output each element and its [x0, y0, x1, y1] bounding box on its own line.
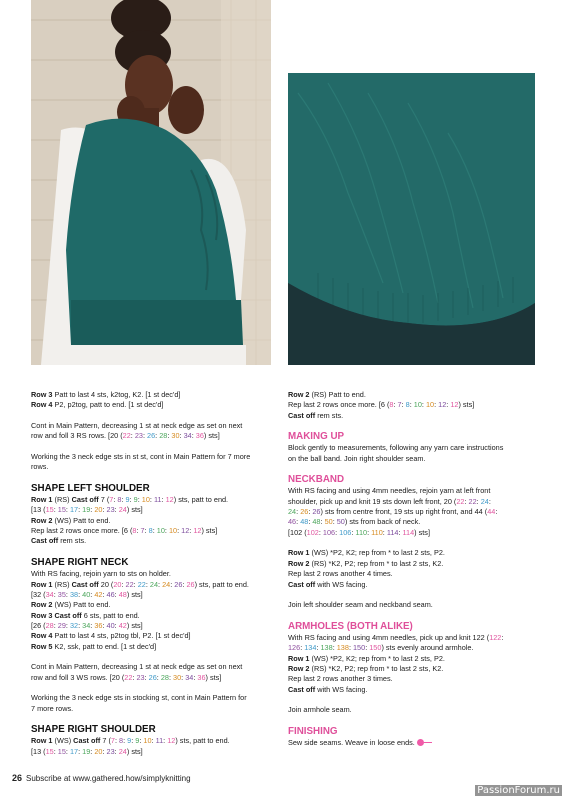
page-footer	[12, 773, 191, 783]
size-number: 7	[110, 736, 115, 746]
size-number: 8	[389, 400, 394, 410]
size-number: 34	[183, 431, 192, 441]
text-segment: [102 (	[288, 527, 307, 537]
text-line: [13 (15: 15: 17: 19: 20: 23: 24) sts]	[31, 746, 143, 756]
text-segment: ) sts]	[205, 672, 222, 682]
cast-off-label: Cast off	[288, 410, 316, 420]
size-number: 26	[300, 507, 309, 517]
size-number: 22	[137, 579, 146, 589]
text-line: Working the 3 neck edge sts in st st, cont in Main Pattern for 7 more	[31, 452, 251, 462]
instructions-left-column	[31, 390, 273, 757]
text-line	[288, 580, 536, 590]
text-segment: 7 (	[98, 495, 110, 505]
size-number: 22	[125, 579, 134, 589]
text-line: Rep last 2 rows another 3 times.	[288, 674, 393, 684]
text-segment: [32 (	[31, 589, 46, 599]
instruction-row: Row 1 (WS) Cast off 7 (7: 8: 9: 9: 10: 11: 12) sts, patt to end.	[31, 736, 230, 746]
size-number: 8	[148, 526, 153, 536]
size-number: 19	[82, 746, 91, 756]
text-line: Cont in Main Pattern, decreasing 1 st at neck edge as set on next	[31, 421, 243, 431]
size-number: 150	[353, 643, 366, 653]
instruction-row	[288, 654, 536, 664]
neckband-rib	[288, 548, 536, 589]
size-number: 29	[57, 620, 66, 630]
size-number: 40	[106, 620, 115, 630]
text-segment: row and foll 3 RS rows. [20 (	[31, 431, 123, 441]
size-number: 24	[118, 746, 127, 756]
size-number: 8	[132, 526, 137, 536]
heading-shape-right-shoulder: SHAPE RIGHT SHOULDER	[31, 724, 156, 736]
size-number: 15	[57, 505, 66, 515]
text-segment: ) sts]	[126, 746, 143, 756]
size-number: 46	[106, 589, 115, 599]
instruction-row	[288, 390, 536, 400]
working-neck-edge-2	[31, 693, 273, 714]
size-number: 48	[118, 589, 127, 599]
join-seams	[288, 600, 536, 610]
size-number: 50	[324, 517, 333, 527]
size-number: 22	[122, 431, 131, 441]
size-number: 19	[82, 505, 91, 515]
size-number: 122	[489, 632, 502, 642]
size-number: 110	[355, 527, 368, 537]
instruction-row	[31, 642, 273, 652]
size-number: 28	[45, 620, 54, 630]
text-segment: ) sts]	[126, 505, 143, 515]
row-text: K2, ssk, patt to end. [1 st dec'd]	[52, 641, 157, 651]
size-number: 35	[57, 589, 66, 599]
row-label: Row 1	[31, 495, 53, 505]
text-line: Cont in Main Pattern, decreasing 1 st at neck edge as set on next	[31, 662, 243, 672]
size-number: 12	[165, 495, 174, 505]
text-line: Join left shoulder seam and neckband seam.	[288, 600, 433, 610]
cast-off-label: Cast off	[288, 579, 316, 589]
right-shoulder-continued	[288, 390, 536, 421]
cast-off-label: Cast off	[52, 610, 82, 620]
text-segment: With RS facing and using 4mm needles, pick up and knit 122 (	[288, 632, 490, 642]
text-segment: [13 (	[31, 505, 46, 515]
instruction-row	[288, 664, 536, 674]
text-segment: [26 (	[31, 620, 46, 630]
size-number: 15	[57, 746, 66, 756]
row-label: Row 2	[31, 515, 53, 525]
cont-main-pattern-2	[31, 662, 273, 683]
row-label: Row 3	[31, 610, 53, 620]
model-photo-illustration	[31, 0, 271, 365]
row-label: Row 2	[288, 558, 310, 568]
size-number: 40	[82, 589, 91, 599]
instruction-row	[288, 559, 536, 569]
size-number: 44	[487, 507, 496, 517]
heading-shape-right-neck: SHAPE RIGHT NECK	[31, 557, 129, 569]
row-text: Patt to last 4 sts, p2tog tbl, P2. [1 st dec'd]	[52, 631, 191, 641]
text-segment: [13 (	[31, 746, 46, 756]
text-line: [26 (28: 29: 32: 34: 36: 40: 42) sts]	[31, 620, 143, 630]
size-number: 48	[300, 517, 309, 527]
instruction-row	[288, 548, 536, 558]
text-line: Rep last 2 rows another 4 times.	[288, 569, 393, 579]
text-segment: 7 (	[100, 736, 111, 746]
text-line: With RS facing and using 4mm needles, pick up and knit 122 (122:	[288, 632, 504, 642]
size-number: 48	[312, 517, 321, 527]
size-number: 7	[109, 495, 114, 505]
size-number: 23	[106, 746, 115, 756]
fabric-closeup-illustration	[288, 73, 535, 365]
size-number: 150	[369, 643, 382, 653]
size-number: 106	[322, 527, 336, 537]
cast-off-label: Cast off	[31, 536, 59, 546]
heading-making-up: MAKING UP	[288, 431, 345, 443]
heading-neckband: NECKBAND	[288, 474, 345, 486]
text-line: rows.	[31, 462, 49, 472]
cast-off-label: Cast off	[71, 579, 99, 589]
text-segment: ) sts]	[203, 431, 220, 441]
text-segment: (RS)	[52, 579, 72, 589]
text-segment: Rep last 2 rows once more. [6 (	[288, 400, 390, 410]
row-label: Row 4	[31, 631, 53, 641]
text-line: [102 (102: 106: 106: 110: 110: 114: 114) sts]	[288, 527, 430, 537]
size-number: 8	[119, 736, 124, 746]
size-number: 15	[45, 746, 54, 756]
subscribe-link[interactable]: Subscribe at www.gathered.how/simplyknitting	[26, 774, 191, 783]
text-segment: ) sts, patt to end.	[175, 736, 230, 746]
size-number: 26	[186, 579, 195, 589]
size-number: 7	[397, 400, 402, 410]
size-number: 134	[304, 643, 317, 653]
row-text: (RS) *K2, P2; rep from * to last 2 sts, K2.	[309, 663, 444, 673]
row-label: Row 4	[31, 400, 53, 410]
finishing-body	[288, 738, 536, 748]
text-line: 24: 26: 26) sts from centre front, 19 sts up right front, and 44 (44:	[288, 507, 498, 517]
size-number: 7	[140, 526, 145, 536]
size-number: 9	[125, 495, 130, 505]
row-text: 6 sts, patt to end.	[81, 610, 140, 620]
size-number: 20	[94, 746, 103, 756]
size-number: 10	[413, 400, 422, 410]
size-number: 28	[160, 672, 169, 682]
text-segment: ) sts evenly around armhole.	[381, 643, 474, 653]
text-segment: with WS facing.	[315, 579, 368, 589]
row-text: (WS) *P2, K2; rep from * to last 2 sts, P2.	[309, 548, 445, 558]
text-line: With RS facing, rejoin yarn to sts on holder.	[31, 569, 171, 579]
size-number: 34	[45, 589, 54, 599]
text-segment: 20 (	[98, 579, 114, 589]
size-number: 23	[106, 505, 115, 515]
shape-left-shoulder-body	[31, 495, 273, 547]
row-text: Patt to last 4 sts, k2tog, K2. [1 st dec'd]	[52, 390, 181, 399]
text-line: Rep last 2 rows once more. [6 (8: 7: 8: 10: 10: 12: 12) sts]	[31, 526, 218, 536]
shape-right-neck-body	[31, 569, 273, 652]
row-text: (RS) *K2, P2; rep from * to last 2 sts, K2.	[309, 558, 444, 568]
text-line	[288, 411, 536, 421]
heading-armholes: ARMHOLES (BOTH ALIKE)	[288, 620, 413, 632]
text-line: row and foll 3 WS rows. [20 (22: 23: 26: 28: 30: 34: 36) sts]	[31, 672, 222, 682]
watermark: PassionForum.ru	[477, 785, 560, 796]
text-segment: ) sts]	[126, 589, 143, 599]
size-number: 10	[141, 495, 150, 505]
text-segment: row and foll 3 WS rows. [20 (	[31, 672, 125, 682]
photo-fabric-closeup	[288, 73, 535, 365]
size-number: 9	[127, 736, 132, 746]
size-number: 26	[312, 507, 321, 517]
making-up-body	[288, 443, 536, 464]
size-number: 11	[153, 495, 162, 505]
cast-off-label: Cast off	[288, 684, 316, 694]
size-number: 34	[82, 620, 91, 630]
size-number: 20	[94, 505, 103, 515]
text-line: row and foll 3 RS rows. [20 (22: 23: 26: 28: 30: 34: 36) sts]	[31, 431, 220, 441]
size-number: 11	[155, 736, 164, 746]
instruction-row	[31, 611, 273, 621]
size-number: 17	[69, 505, 79, 515]
instruction-row	[31, 390, 273, 400]
row-label: Row 2	[288, 663, 310, 673]
instructions-right-column	[288, 390, 536, 748]
size-number: 24	[118, 505, 127, 515]
text-segment: Sew side seams. Weave in loose ends.	[288, 737, 415, 747]
shape-right-shoulder-body	[31, 736, 273, 757]
size-number: 8	[405, 400, 410, 410]
instruction-row	[31, 516, 273, 526]
armholes-body	[288, 633, 536, 695]
size-number: 28	[159, 431, 168, 441]
size-number: 9	[133, 495, 138, 505]
text-segment: Rep last 2 rows once more. [6 (	[31, 526, 133, 536]
text-segment: shoulder, pick up and knit 19 sts down left front, 20 (	[288, 496, 457, 506]
page-number: 26	[12, 773, 23, 783]
size-number: 26	[148, 672, 157, 682]
neckband-pickup	[288, 486, 536, 538]
size-number: 22	[456, 496, 465, 506]
size-number: 10	[425, 400, 435, 410]
size-number: 17	[69, 746, 79, 756]
row-label: Row 1	[288, 548, 310, 558]
row-text: P2, p2tog, patt to end. [1 st dec'd]	[52, 400, 164, 410]
size-number: 10	[143, 736, 152, 746]
text-segment: with WS facing.	[315, 684, 368, 694]
text-line: With RS facing and using 4mm needles, rejoin yarn at left front	[288, 486, 491, 496]
size-number: 34	[185, 672, 194, 682]
instruction-row: Row 1 (RS) Cast off 7 (7: 8: 9: 9: 10: 11: 12) sts, patt to end.	[31, 495, 229, 505]
instruction-row	[31, 600, 273, 610]
size-number: 15	[45, 505, 54, 515]
size-number: 30	[173, 672, 182, 682]
yarn-ball-end-icon	[417, 739, 424, 746]
size-number: 12	[193, 526, 202, 536]
working-neck-edge-1	[31, 452, 273, 473]
text-segment: ) sts]	[458, 400, 475, 410]
row-label: Row 1	[288, 653, 310, 663]
text-line: Block gently to measurements, following any yarn care instructions	[288, 443, 504, 453]
text-segment: ) sts]	[414, 527, 430, 537]
size-number: 42	[118, 620, 127, 630]
text-line	[31, 536, 273, 546]
size-number: 114	[402, 527, 415, 537]
text-segment: (RS)	[52, 495, 72, 505]
text-line: [13 (15: 15: 17: 19: 20: 23: 24) sts]	[31, 505, 143, 515]
size-number: 23	[136, 672, 145, 682]
text-segment: ) sts from back of neck.	[344, 517, 421, 527]
text-segment: ) sts]	[126, 620, 143, 630]
row-text: (WS) Patt to end.	[52, 600, 111, 610]
text-line	[288, 738, 536, 748]
yarn-tail-icon	[424, 742, 432, 743]
row-text: (WS) Patt to end.	[52, 515, 111, 525]
size-number: 12	[181, 526, 190, 536]
size-number: 36	[195, 431, 204, 441]
size-number: 50	[336, 517, 345, 527]
rows-3-4	[31, 390, 273, 411]
text-segment: ) sts]	[201, 526, 218, 536]
row-text: (WS) *P2, K2; rep from * to last 2 sts, P2.	[309, 653, 445, 663]
size-number: 24	[480, 496, 489, 506]
row-label: Row 2	[288, 390, 310, 399]
row-label: Row 2	[31, 600, 53, 610]
text-segment: ) sts from centre front, 19 sts up right front, and 44 (	[320, 507, 488, 517]
text-line: [32 (34: 35: 38: 40: 42: 46: 48) sts]	[31, 589, 143, 599]
size-number: 46	[288, 517, 297, 527]
heading-shape-left-shoulder: SHAPE LEFT SHOULDER	[31, 483, 150, 495]
row-label: Row 1	[31, 736, 53, 746]
text-line	[288, 685, 536, 695]
size-number: 23	[134, 431, 143, 441]
size-number: 24	[149, 579, 159, 589]
size-number: 138	[320, 643, 333, 653]
text-line: shoulder, pick up and knit 19 sts down left front, 20 (22: 22: 24:	[288, 496, 491, 506]
size-number: 106	[339, 527, 352, 537]
cast-off-label: Cast off	[71, 495, 99, 505]
size-number: 36	[197, 672, 206, 682]
size-number: 26	[174, 579, 183, 589]
photo-model-vest	[31, 0, 271, 365]
size-number: 110	[371, 527, 383, 537]
text-segment: ) sts, patt to end.	[194, 579, 249, 589]
size-number: 12	[167, 736, 176, 746]
size-number: 36	[94, 620, 103, 630]
size-number: 12	[450, 400, 459, 410]
text-line: Join armhole seam.	[288, 705, 352, 715]
size-number: 30	[171, 431, 180, 441]
text-line: Working the 3 neck edge sts in stocking st, cont in Main Pattern for	[31, 693, 247, 703]
size-number: 9	[135, 736, 140, 746]
row-text: (RS) Patt to end.	[309, 390, 366, 399]
size-number: 12	[438, 400, 447, 410]
cast-off-label: Cast off	[73, 736, 101, 746]
instruction-row	[31, 631, 273, 641]
text-segment: (WS)	[52, 736, 74, 746]
size-number: 126	[288, 643, 301, 653]
text-line: Rep last 2 rows once more. [6 (8: 7: 8: 10: 10: 12: 12) sts]	[288, 400, 475, 410]
size-number: 138	[336, 643, 349, 653]
text-segment: rem sts.	[58, 536, 87, 546]
text-line: on the ball band. Join right shoulder seam.	[288, 453, 426, 463]
instruction-row	[31, 400, 273, 410]
size-number: 32	[69, 620, 79, 630]
size-number: 20	[113, 579, 122, 589]
size-number: 24	[162, 579, 171, 589]
row-label: Row 3	[31, 390, 53, 399]
text-segment: rem sts.	[315, 410, 344, 420]
size-number: 22	[124, 672, 133, 682]
row-label: Row 1	[31, 579, 53, 589]
text-line: 46: 48: 48: 50: 50) sts from back of neck.	[288, 517, 421, 527]
join-armhole	[288, 705, 536, 715]
size-number: 10	[168, 526, 178, 536]
size-number: 102	[306, 527, 319, 537]
size-number: 42	[94, 589, 103, 599]
size-number: 26	[147, 431, 156, 441]
size-number: 114	[386, 527, 399, 537]
text-segment: ) sts, patt to end.	[173, 495, 229, 505]
size-number: 8	[117, 495, 122, 505]
text-line: 126: 134: 138: 138: 150: 150) sts evenly around armhole.	[288, 643, 474, 653]
size-number: 38	[69, 589, 79, 599]
size-number: 10	[156, 526, 165, 536]
text-line: 7 more rows.	[31, 703, 74, 713]
size-number: 24	[288, 507, 297, 517]
instruction-row: Row 1 (RS) Cast off 20 (20: 22: 22: 24: 24: 26: 26) sts, patt to end.	[31, 579, 249, 589]
heading-finishing: FINISHING	[288, 725, 338, 737]
size-number: 22	[468, 496, 477, 506]
column-gutter	[279, 390, 280, 750]
row-label: Row 5	[31, 641, 53, 651]
cont-main-pattern-1	[31, 421, 273, 442]
